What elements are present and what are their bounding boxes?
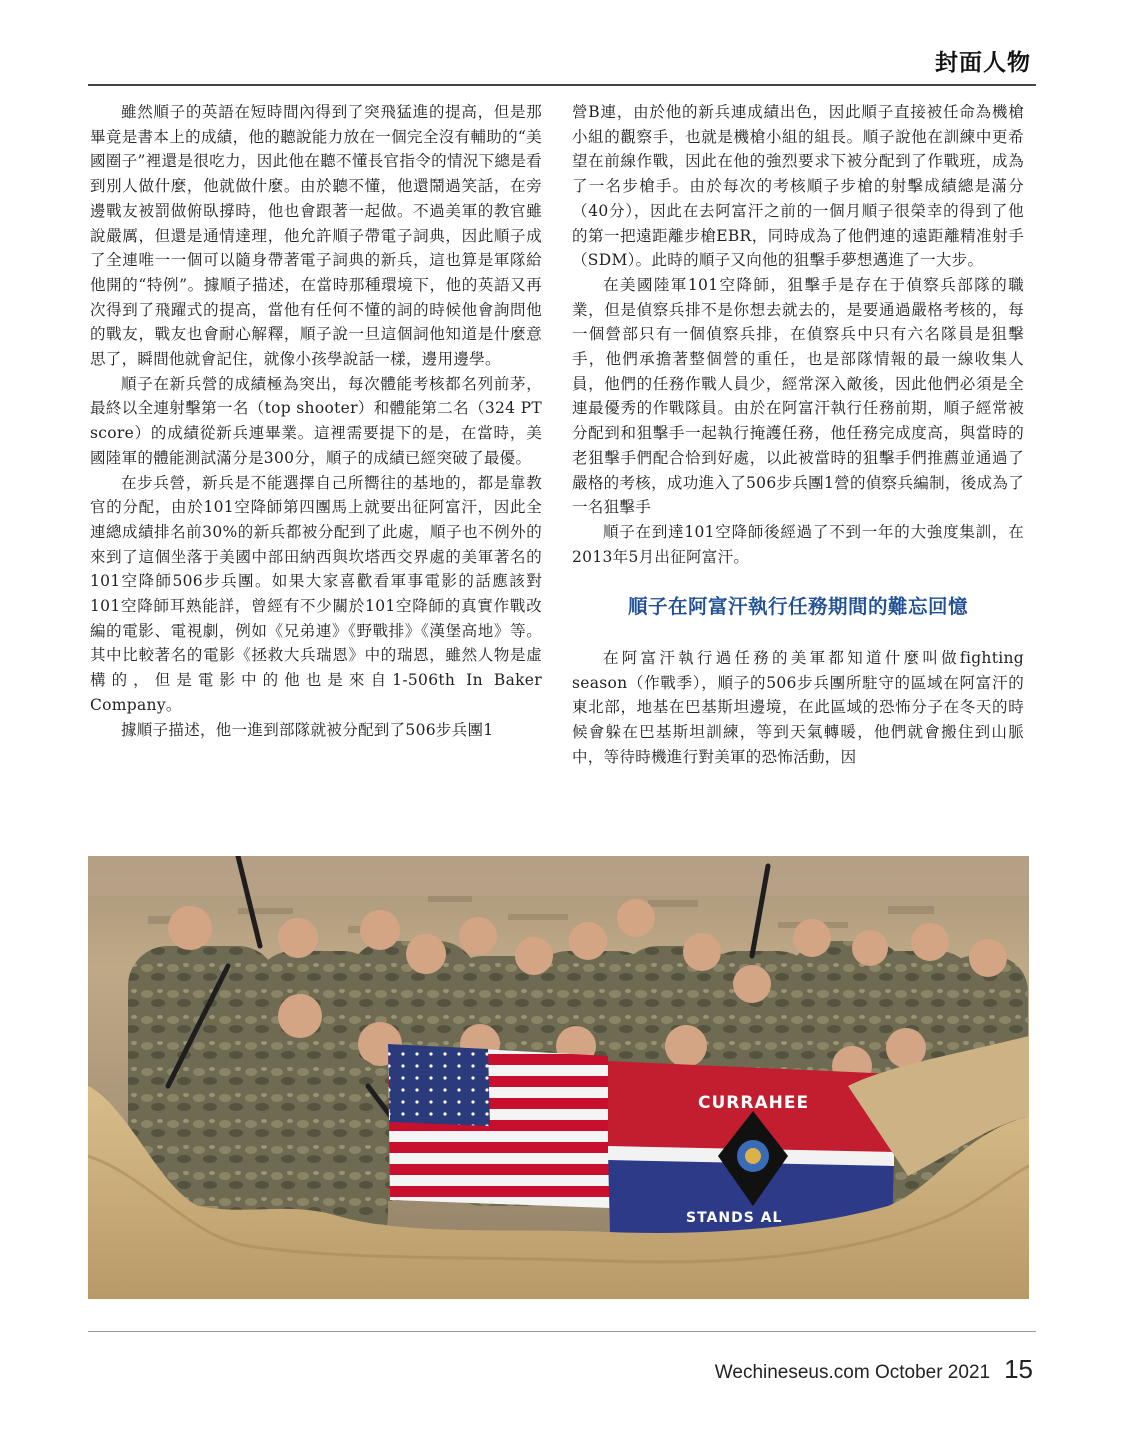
section-subheading: 順子在阿富汗執行任務期間的難忘回憶 [627,595,968,619]
header-rule [88,84,1036,86]
footer-site-date: Wechineseus.com October 2021 [714,1362,991,1383]
group-photo-illustration [88,856,1029,1299]
page-footer [715,1354,1033,1385]
paragraph: 雖然順子的英語在短時間內得到了突飛猛進的提高，但是那畢竟是書本上的成績，他的聽說能力放在一個完全沒有輔助的“美國圈子”裡還是很吃力，因此他在聽不懂長官指令的情況下總是看到別人做什麼，他就做什麼。由於聽不懂，他還鬧過笑話，在旁邊戰友被罰做俯臥撐時，他也會跟著一起做。不過美軍的教官雖說嚴厲，但還是通情達理，他允許順子帶電子詞典，因此順子成了全連唯一一個可以隨身帶著電子詞典的新兵，這也算是軍隊給他開的“特例”。據順子描述，在當時那種環境下，他的英語又再次得到了飛躍式的提高，當他有任何不懂的詞的時候他會詢問他的戰友，戰友也會耐心解釋，順子說一旦這個詞他知道是什麼意思了，瞬間他就會記住，就像小孩學說話一樣，邊用邊學。 [90,103,542,369]
flag-text-bottom: STANDS AL [686,1210,783,1226]
paragraph: 據順子描述，他一進到部隊就被分配到了506步兵團1 [121,720,494,739]
paragraph: 順子在到達101空降師後經過了不到一年的大強度集訓，在2013年5月出征阿富汗。 [572,522,1024,566]
paragraph: 在美國陸軍101空降師，狙擊手是存在于偵察兵部隊的職業，但是偵察兵排不是你想去就去的，是要通過嚴格考核的，每一個營部只有一個偵察兵排，在偵察兵中只有六名隊員是狙擊手，他們承擔著整個營的重任，也是部隊情報的最一線收集人員，他們的任務作戰人員少，經常深入敵後，因此他們必須是全連最優秀的作戰隊員。由於在阿富汗執行任務前期，順子經常被分配到和狙擊手一起執行掩護任務，他任務完成度高，與當時的老狙擊手們配合恰到好處，以此被當時的狙擊手們推薦並通過了嚴格的考核，成功進入了506步兵團1營的偵察兵編制，後成為了一名狙擊手 [572,275,1024,517]
paragraph: 順子在新兵營的成績極為突出，每次體能考核都名列前茅，最終以全連射擊第一名（top shooter）和體能第二名（324 PT score）的成績從新兵連畢業。這裡需要提下的是，在當時，美國陸軍的體能測試滿分是300分，順子的成績已經突破了最優。 [90,374,542,467]
flag-text-top: CURRAHEE [698,1093,810,1113]
us-flag [388,1044,610,1208]
paragraph: 在阿富汗執行過任務的美軍都知道什麼叫做fighting season（作戰季），順子的506步兵團所駐守的區域在阿富汗的東北部，地基在巴基斯坦邊境，在此區域的恐怖分子在冬天的時候會躲在巴基斯坦訓練，等到天氣轉暖，他們就會搬住到山脈中，等待時機進行對美軍的恐怖活動，因 [572,649,1024,766]
paragraph-continuation: 營B連，由於他的新兵連成績出色，因此順子直接被任命為機槍小組的觀察手，也就是機槍小組的組長。順子說他在訓練中更希望在前線作戰，因此在他的強烈要求下被分配到了作戰班，成為了一名步槍手。由於每次的考核順子步槍的射擊成績總是滿分（40分），因此在去阿富汗之前的一個月順子很榮幸的得到了他的第一把遠距離步槍EBR，同時成為了他們連的遠距離精准射手（SDM）。此時的順子又向他的狙擊手夢想邁進了一大步。 [572,103,1024,270]
paragraph: 在步兵營，新兵是不能選擇自己所嚮往的基地的，都是靠教官的分配，由於101空降師第四團馬上就要出征阿富汗，因此全連總成績排名前30%的新兵都被分配到了此處，順子也不例外的來到了這個坐落于美國中部田納西與坎塔西交界處的美軍著名的101空降師506步兵團。如果大家喜歡看軍事電影的話應該對101空降師耳熟能詳，曾經有不少關於101空降師的真實作戰改編的電影、電視劇，例如《兄弟連》《野戰排》《漢堡高地》等。其中比較著名的電影《拯救大兵瑞恩》中的瑞恩，雖然人物是虛構的，但是電影中的他也是來自1-506th In Baker Company。 [90,473,542,714]
page-number: 15 [1004,1354,1033,1384]
section-label: 封面人物 [935,50,1031,76]
footer-rule [88,1331,1036,1332]
group-photo [88,856,1029,1299]
left-column [90,100,542,742]
right-column [572,100,1024,770]
